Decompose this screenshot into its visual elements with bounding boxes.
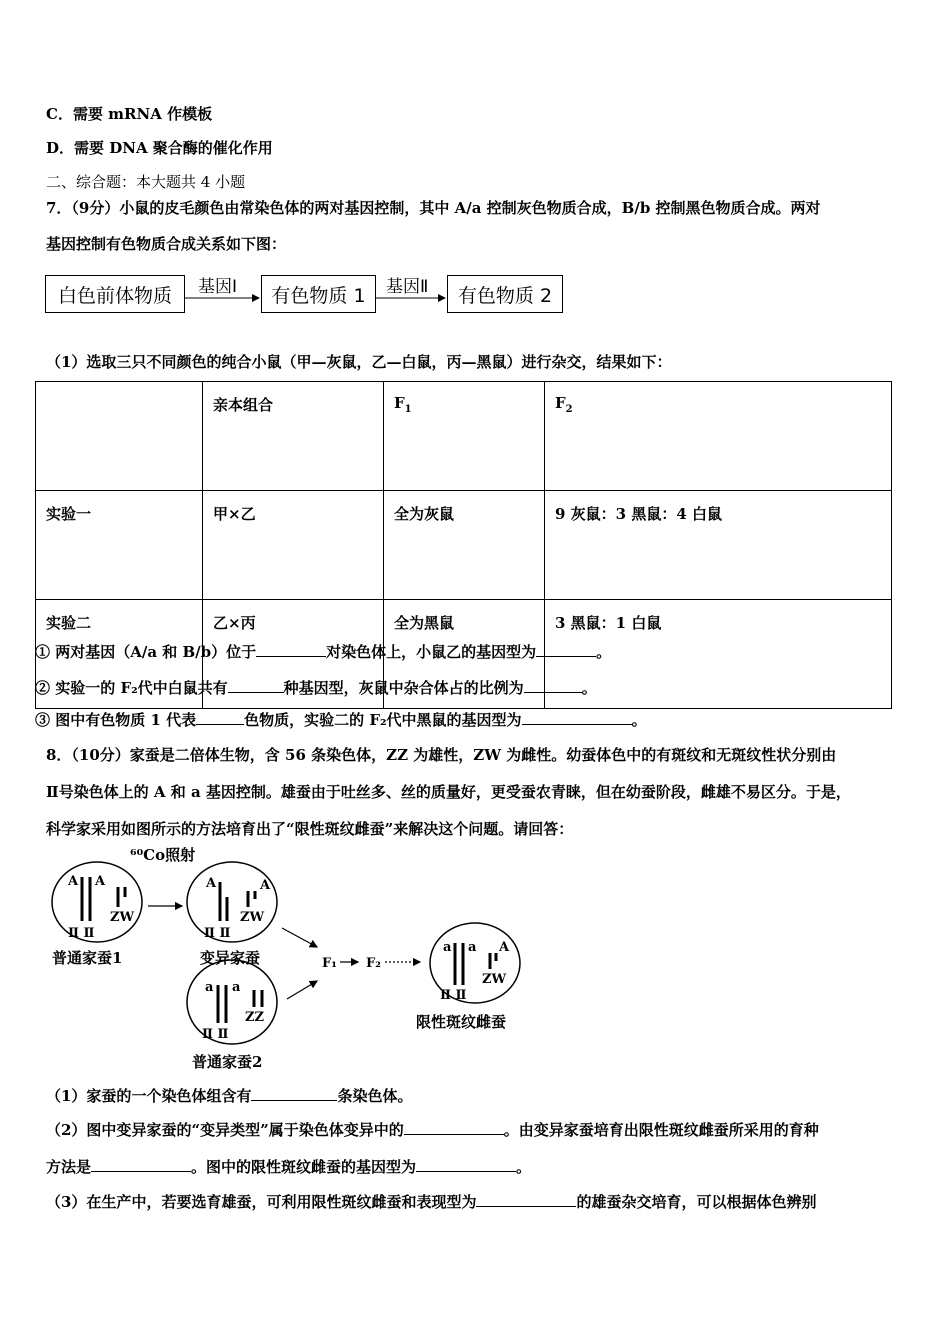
q8-line2: Ⅱ号染色体上的 A 和 a 基因控制。雄蚕由于吐丝多、丝的质量好，更受蚕农青睐，但在幼蚕阶段，雌雄不易区分。于是， [46,783,851,801]
flow-arrows [0,0,950,330]
chromosome-label: Ⅱ Ⅱ [204,926,231,941]
q7-question2: ② 实验一的 F₂代中白鼠共有 种基因型，灰鼠中杂合体占的比例为 。 [35,679,597,697]
gene-label: A [499,940,510,955]
table-cell: 3 黑鼠：1 白鼠 [545,600,892,709]
q8-line3: 科学家采用如图所示的方法培育出了“限性斑纹雌蚕”来解决这个问题。请回答： [46,820,574,838]
gene2-label: 基因Ⅱ [386,277,429,297]
q7-sub1: （1）选取三只不同颜色的纯合小鼠（甲—灰鼠，乙—白鼠，丙—黑鼠）进行杂交，结果如下： [46,353,672,371]
option-d: D．需要 DNA 聚合酶的催化作用 [46,139,273,157]
flow-box-pigment1: 有色物质 1 [261,275,376,313]
gene-label: A [260,878,271,893]
f1-label: F₁ [322,956,337,971]
q8-line1: 8．（10分）家蚕是二倍体生物，含 56 条染色体，ZZ 为雄性，ZW 为雌性。幼蚕体色中的有斑纹和无斑纹性状分别由 [46,746,837,764]
table-cell: 乙×丙 [203,600,384,709]
flow-box-pigment2: 有色物质 2 [447,275,563,313]
answer-blank[interactable] [524,678,582,693]
sex-chromosome-label: ZW [110,910,135,925]
mutant-label: 变异家蚕 [200,949,261,967]
answer-blank[interactable] [196,710,244,725]
sex-chromosome-label: ZW [240,910,265,925]
silkworm-breeding-diagram [40,845,560,1077]
answer-blank[interactable] [251,1086,337,1101]
chromosome-label: Ⅱ Ⅱ [202,1027,229,1042]
answer-blank[interactable] [91,1157,191,1172]
q8-part2-cont: 方法是 。图中的限性斑纹雌蚕的基因型为 。 [46,1158,532,1176]
answer-blank[interactable] [256,642,326,657]
q8-part3: （3）在生产中，若要选育雄蚕，可利用限性斑纹雌蚕和表现型为 的雄蚕杂交培育，可以根据体色辨别 [46,1193,817,1211]
table-cell: 甲×乙 [203,491,384,600]
gene-label: a [205,980,214,995]
gene-label: A [95,874,106,889]
q7-question1: ① 两对基因（A/a 和 B/b）位于 对染色体上，小鼠乙的基因型为 。 [35,643,612,661]
arrows [148,906,420,999]
q7-line1: 7．（9分）小鼠的皮毛颜色由常染色体的两对基因控制，其中 A/a 控制灰色物质合成，B/b 控制黑色物质合成。两对 [46,199,821,217]
chromosomes [82,877,496,1023]
sex-chromosome-label: ZZ [245,1010,264,1025]
table-header-row [36,382,892,491]
table-header: $F_2$ [545,382,892,491]
silkworm2-label: 普通家蚕2 [192,1053,263,1071]
q7-question3: ③ 图中有色物质 1 代表 色物质，实验二的 F₂代中黑鼠的基因型为 。 [35,711,647,729]
gene-label: a [468,940,477,955]
f2-label: F₂ [366,956,381,971]
chromosome-label: Ⅱ Ⅱ [68,926,95,941]
table-cell: 全为灰鼠 [384,491,545,600]
q8-part1: （1）家蚕的一个染色体组含有 条染色体。 [46,1087,413,1105]
chromosome-label: Ⅱ Ⅱ [440,988,467,1003]
irradiation-label: ⁶⁰Co照射 [130,846,196,864]
gene1-label: 基因Ⅰ [198,277,238,297]
result-label: 限性斑纹雌蚕 [416,1013,507,1031]
answer-blank[interactable] [228,678,284,693]
answer-blank[interactable] [404,1120,504,1135]
gene-label: A [68,874,79,889]
section-heading: 二、综合题：本大题共 4 小题 [46,173,246,191]
gene-label: a [443,940,452,955]
table-cell: 9 灰鼠：3 黑鼠：4 白鼠 [545,491,892,600]
sex-chromosome-label: ZW [482,972,507,987]
table-row [36,491,892,600]
silkworm1-label: 普通家蚕1 [52,949,123,967]
answer-blank[interactable] [522,710,632,725]
table-cell: 全为黑鼠 [384,600,545,709]
table-header: $F_1$ [384,382,545,491]
answer-blank[interactable] [536,642,596,657]
flow-box-precursor: 白色前体物质 [45,275,185,313]
gene-label: A [206,876,217,891]
answer-blank[interactable] [416,1157,516,1172]
option-c: C．需要 mRNA 作模板 [46,105,213,123]
table-header [36,382,203,491]
gene-label: a [232,980,241,995]
table-header: 亲本组合 [203,382,384,491]
q7-line2: 基因控制有色物质合成关系如下图： [46,235,287,253]
table-cell: 实验二 [36,600,203,709]
table-cell: 实验一 [36,491,203,600]
answer-blank[interactable] [476,1192,576,1207]
q8-part2: （2）图中变异家蚕的“变异类型”属于染色体变异中的 。由变异家蚕培育出限性斑纹雌蚕所采用的育种 [46,1121,819,1139]
